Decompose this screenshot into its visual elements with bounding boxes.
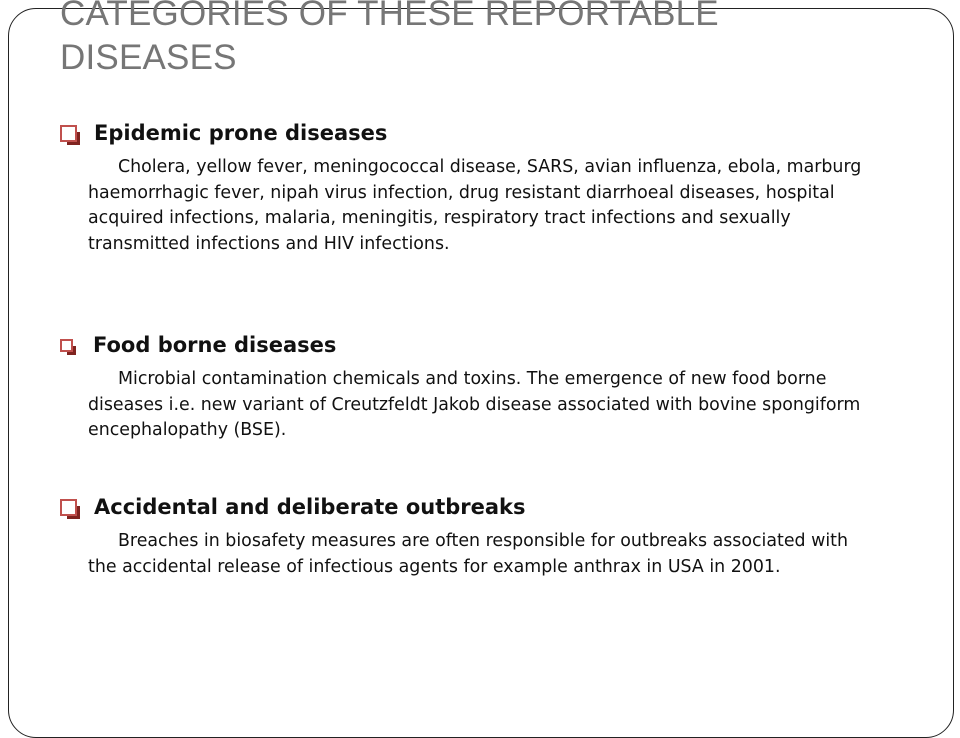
section-body bbox=[60, 367, 880, 444]
section-heading bbox=[60, 492, 880, 522]
section-heading bbox=[60, 330, 880, 360]
checkbox-bullet-icon bbox=[60, 339, 73, 352]
section-body-text: Microbial contamination chemicals and toxins. The emergence of new food borne diseases i.e. new variant of Creutzfeldt Jakob disease associated with bovine spongiform encephalopathy (BSE). bbox=[88, 369, 861, 440]
checkbox-bullet-icon bbox=[60, 125, 77, 142]
slide-title: CATEGORIES OF THESE REPORTABLE DISEASES bbox=[60, 0, 719, 77]
section-heading bbox=[60, 118, 880, 148]
section-food-borne bbox=[60, 330, 880, 444]
section-epidemic-prone bbox=[60, 118, 880, 257]
section-heading-text: Food borne diseases bbox=[93, 333, 337, 357]
section-heading-text: Epidemic prone diseases bbox=[94, 121, 388, 145]
section-body bbox=[60, 155, 880, 257]
section-heading-text: Accidental and deliberate outbreaks bbox=[94, 495, 526, 519]
section-accidental-deliberate bbox=[60, 492, 880, 580]
checkbox-bullet-icon bbox=[60, 499, 77, 516]
section-body-text: Breaches in biosafety measures are often responsible for outbreaks associated with the accidental release of infectious agents for example anthrax in USA in 2001. bbox=[88, 531, 849, 577]
section-body-text: Cholera, yellow fever, meningococcal disease, SARS, avian influenza, ebola, marburg haemorrhagic fever, nipah virus infection, drug resistant diarrhoeal diseases, hospital acquired infections, malaria, meningitis, respiratory tract infections and sexually transmitted infections and HIV infections. bbox=[88, 157, 862, 254]
section-body bbox=[60, 529, 880, 580]
